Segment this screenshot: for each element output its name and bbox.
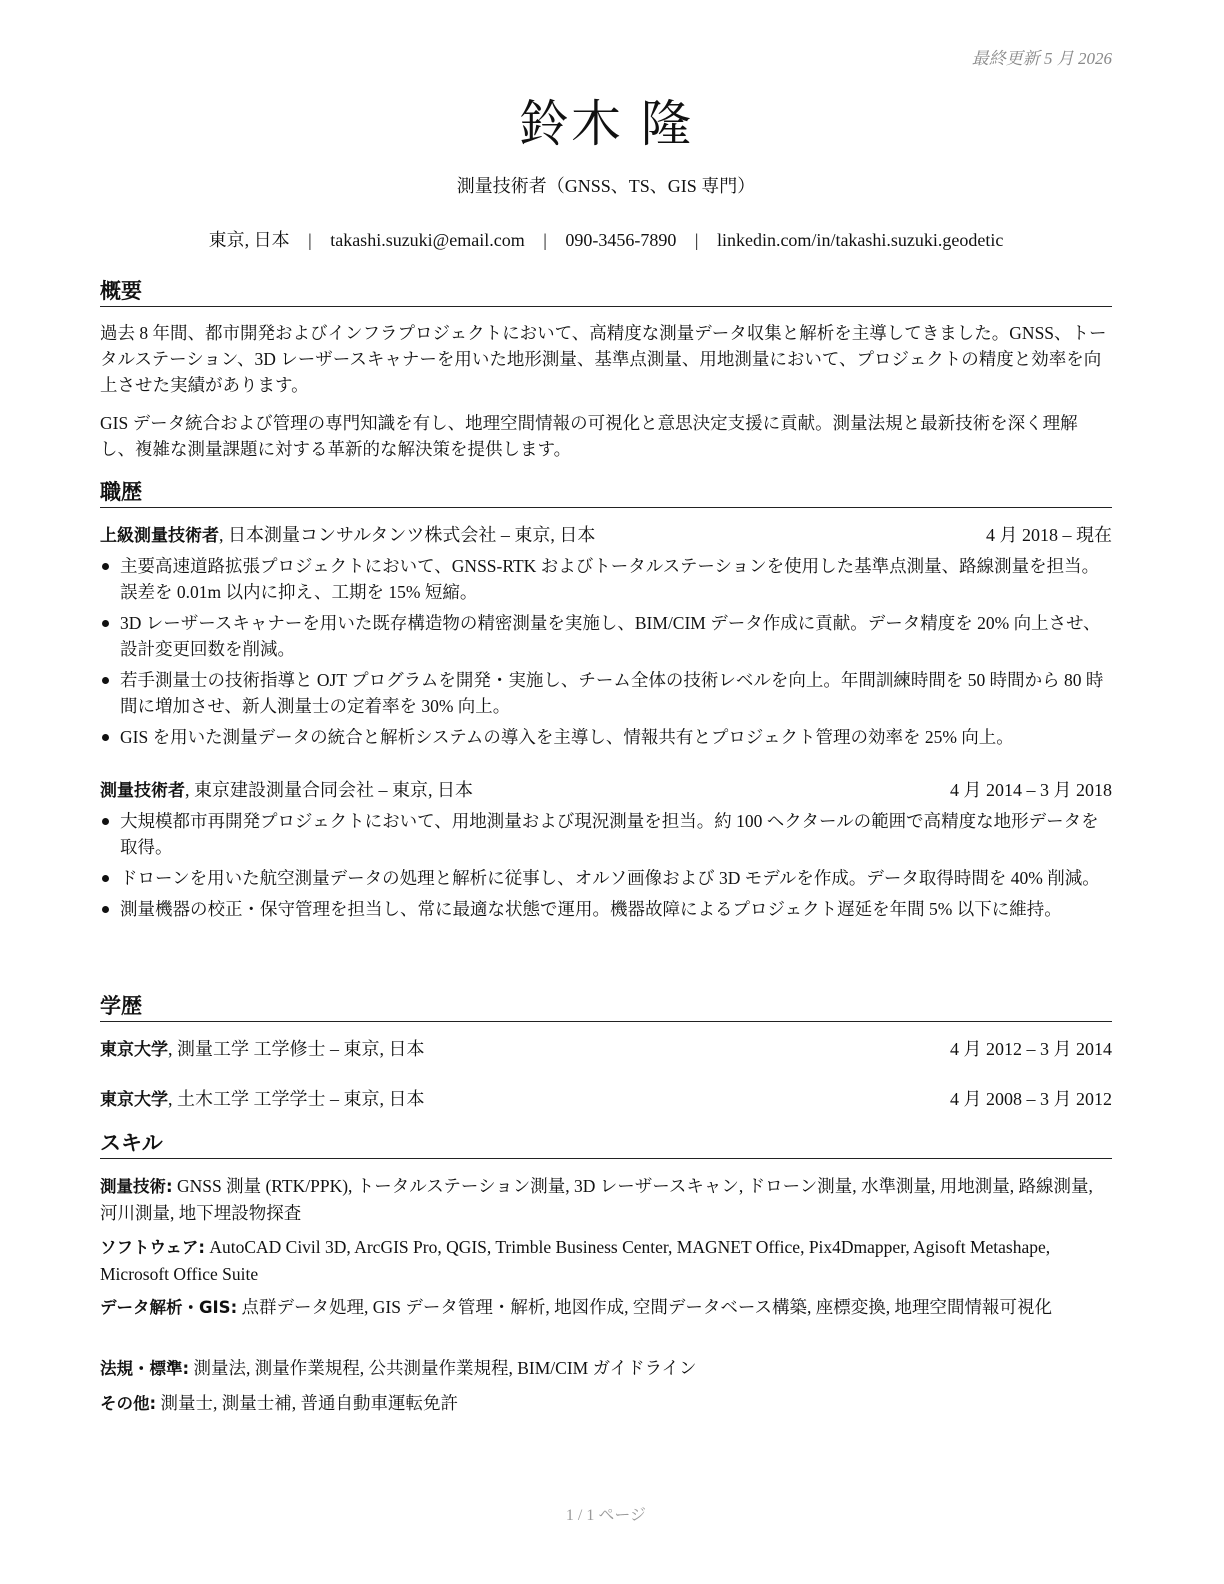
section-title-skills: スキル bbox=[100, 1130, 1112, 1159]
list-item: 測量機器の校正・保守管理を担当し、常に最適な状態で運用。機器故障によるプロジェクト遅延を年間 5% 以下に維持。 bbox=[100, 896, 1112, 922]
job-header bbox=[100, 777, 1112, 804]
skill-label: その他: bbox=[100, 1394, 157, 1413]
job-date: 4 月 2014 – 3 月 2018 bbox=[950, 780, 1112, 800]
summary-paragraph: GIS データ統合および管理の専門知識を有し、地理空間情報の可視化と意思決定支援に貢献。測量法規と最新技術を深く理解し、複雑な測量課題に対する革新的な解決策を提供します。 bbox=[100, 413, 1078, 459]
job-bullets bbox=[100, 808, 1112, 927]
section-title-summary: 概要 bbox=[100, 278, 1112, 307]
summary-paragraph: 過去 8 年間、都市開発およびインフラプロジェクトにおいて、高精度な測量データ収集と解析を主導してきました。GNSS、トータルステーション、3D レーザースキャナーを用いた地形測量、基準点測量、用地測量において、プロジェクトの精度と効率を向上させた実績があります。 bbox=[100, 323, 1107, 395]
contact-separator: | bbox=[543, 230, 547, 250]
skill-text: AutoCAD Civil 3D, ArcGIS Pro, QGIS, Trimble Business Center, MAGNET Office, Pix4Dmapper, Agisoft Metashape, Microsoft Office Suite bbox=[100, 1237, 1051, 1284]
list-item: 主要高速道路拡張プロジェクトにおいて、GNSS-RTK およびトータルステーションを使用した基準点測量、路線測量を担当。誤差を 0.01m 以内に抑え、工期を 15% 短縮。 bbox=[100, 553, 1112, 605]
job-bullets bbox=[100, 553, 1112, 755]
list-item: 大規模都市再開発プロジェクトにおいて、用地測量および現況測量を担当。約 100 ヘクタールの範囲で高精度な地形データを取得。 bbox=[100, 808, 1112, 860]
skill-row bbox=[100, 1390, 1112, 1417]
job-role: 測量技術者 bbox=[100, 781, 185, 801]
last-updated: 最終更新 5 月 2026 bbox=[971, 49, 1112, 68]
skill-label: データ解析・GIS: bbox=[100, 1298, 238, 1317]
education-item bbox=[100, 1086, 1112, 1113]
education-date: 4 月 2012 – 3 月 2014 bbox=[950, 1039, 1112, 1059]
skill-text: 測量士, 測量士補, 普通自動車運転免許 bbox=[156, 1393, 458, 1413]
skill-row bbox=[100, 1173, 1112, 1226]
school-name: 東京大学 bbox=[100, 1090, 168, 1110]
skill-text: 点群データ処理, GIS データ管理・解析, 地図作成, 空間データベース構築, 座標変換, 地理空間情報可視化 bbox=[237, 1297, 1052, 1317]
school-name: 東京大学 bbox=[100, 1040, 168, 1060]
contact-phone[interactable]: 090-3456-7890 bbox=[565, 230, 677, 250]
contact-separator: | bbox=[694, 230, 699, 250]
education-date: 4 月 2008 – 3 月 2012 bbox=[950, 1089, 1112, 1109]
list-item: ドローンを用いた航空測量データの処理と解析に従事し、オルソ画像および 3D モデルを作成。データ取得時間を 40% 削減。 bbox=[100, 865, 1112, 891]
job-header bbox=[100, 522, 1112, 549]
contact-line bbox=[100, 226, 1112, 252]
job-org: , 日本測量コンサルタンツ株式会社 – 東京, 日本 bbox=[219, 525, 596, 545]
skill-text: GNSS 測量 (RTK/PPK), トータルステーション測量, 3D レーザースキャン, ドローン測量, 水準測量, 用地測量, 路線測量, 河川測量, 地下埋設物探査 bbox=[100, 1176, 1093, 1223]
list-item: 若手測量士の技術指導と OJT プログラムを開発・実施し、チーム全体の技術レベルを向上。年間訓練時間を 50 時間から 80 時間に増加させ、新人測量士の定着率を 30% 向上。 bbox=[100, 667, 1112, 719]
job-date: 4 月 2018 – 現在 bbox=[986, 525, 1112, 545]
list-item: GIS を用いた測量データの統合と解析システムの導入を主導し、情報共有とプロジェクト管理の効率を 25% 向上。 bbox=[100, 724, 1112, 750]
contact-location: 東京, 日本 bbox=[208, 230, 290, 250]
skill-row bbox=[100, 1294, 1112, 1321]
contact-email[interactable]: takashi.suzuki@email.com bbox=[330, 230, 525, 250]
skill-label: ソフトウェア: bbox=[100, 1238, 205, 1257]
list-item: 3D レーザースキャナーを用いた既存構造物の精密測量を実施し、BIM/CIM データ作成に貢献。データ精度を 20% 向上させ、設計変更回数を削減。 bbox=[100, 610, 1112, 662]
section-title-experience: 職歴 bbox=[100, 479, 1112, 508]
education-item bbox=[100, 1036, 1112, 1063]
headline: 測量技術者（GNSS、TS、GIS 専門） bbox=[456, 176, 756, 196]
section-title-education: 学歴 bbox=[100, 993, 1112, 1022]
skill-row bbox=[100, 1355, 1112, 1382]
page-number: 1 / 1 ページ bbox=[565, 1507, 647, 1524]
skill-label: 測量技術: bbox=[100, 1177, 173, 1196]
degree-detail: , 土木工学 工学学士 – 東京, 日本 bbox=[168, 1089, 425, 1109]
contact-separator: | bbox=[308, 230, 312, 250]
contact-linkedin[interactable]: linkedin.com/in/takashi.suzuki.geodetic bbox=[716, 230, 1004, 250]
person-name: 鈴木 隆 bbox=[519, 95, 693, 153]
skill-row bbox=[100, 1234, 1112, 1287]
skill-text: 測量法, 測量作業規程, 公共測量作業規程, BIM/CIM ガイドライン bbox=[189, 1358, 697, 1378]
skill-label: 法規・標準: bbox=[100, 1359, 190, 1378]
job-org: , 東京建設測量合同会社 – 東京, 日本 bbox=[185, 780, 473, 800]
resume-page bbox=[100, 0, 1112, 1584]
degree-detail: , 測量工学 工学修士 – 東京, 日本 bbox=[168, 1039, 425, 1059]
job-role: 上級測量技術者 bbox=[100, 526, 219, 546]
